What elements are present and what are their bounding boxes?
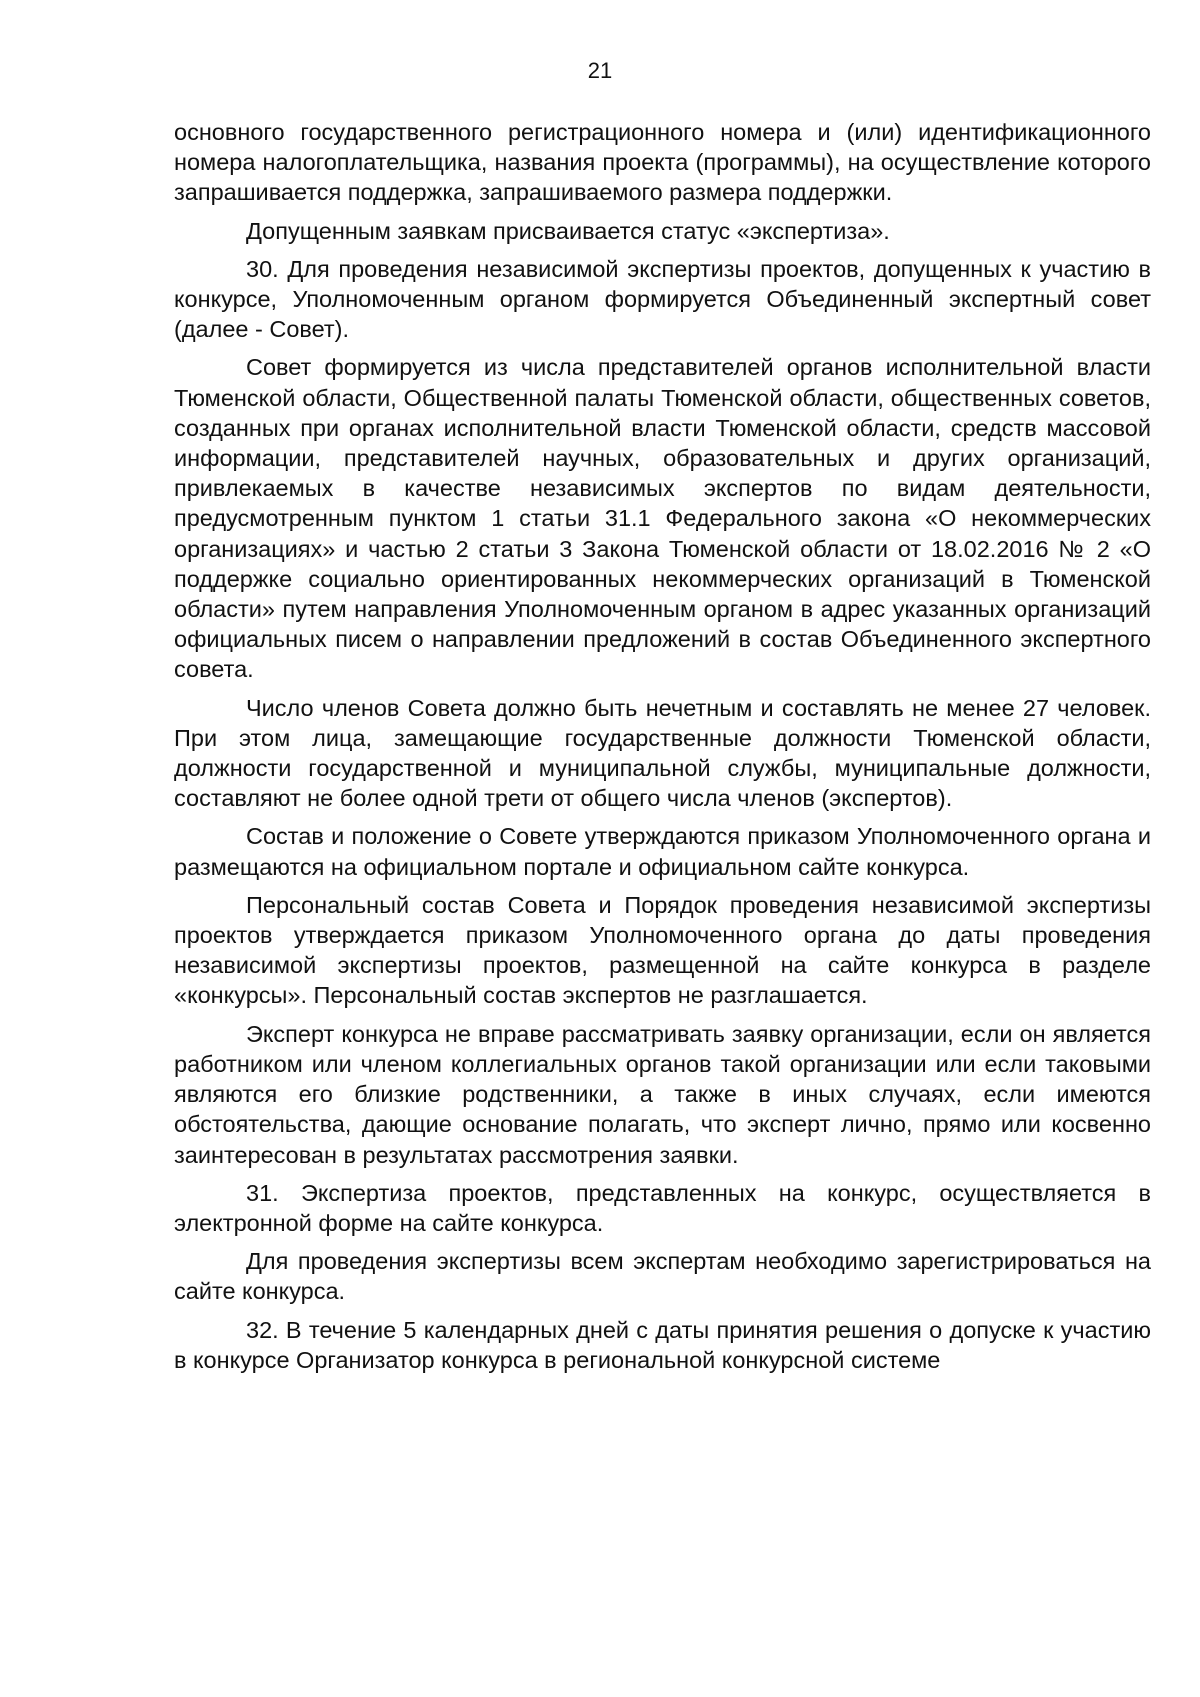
paragraph-status-expertise: Допущенным заявкам присваивается статус «экспертиза». <box>246 217 890 244</box>
paragraph-expert-conflict: Эксперт конкурса не вправе рассматривать заявку организации, если он является работником или членом коллегиальных органов такой организации или если таковыми являются его близкие родственники, а также в иных случаях, если имеются обстоятельства, дающие основание полагать, что эксперт лично, прямо или косвенно заинтересован в результатах рассмотрения заявки. <box>174 1020 1151 1168</box>
page-number: 21 <box>587 58 613 83</box>
paragraph-council-composition: Состав и положение о Совете утверждаются приказом Уполномоченного органа и размещаются на официальном портале и официальном сайте конкурса. <box>174 823 1151 880</box>
paragraph-continuation: основного государственного регистрационного номера и (или) идентификационного номера налогоплательщика, названия проекта (программы), на осуществление которого запрашивается поддержка, запрашиваемого размера поддержки. <box>174 119 1151 206</box>
paragraph-item-31: 31. Экспертиза проектов, представленных на конкурс, осуществляется в электронной форме на сайте конкурса. <box>174 1179 1151 1236</box>
paragraph-council-size: Число членов Совета должно быть нечетным и составлять не менее 27 человек. При этом лица, замещающие государственные должности Тюменской области, должности государственной и муниципальной службы, муниципальные должности, составляют не более одной трети от общего числа членов (экспертов). <box>174 694 1151 812</box>
document-body <box>174 117 1151 1383</box>
paragraph-expert-registration: Для проведения экспертизы всем экспертам необходимо зарегистрироваться на сайте конкурса. <box>174 1248 1151 1305</box>
paragraph-personal-composition: Персональный состав Совета и Порядок проведения независимой экспертизы проектов утверждается приказом Уполномоченного органа до даты проведения независимой экспертизы проектов, размещенной на сайте конкурса в разделе «конкурсы». Персональный состав экспертов не разглашается. <box>174 891 1151 1009</box>
paragraph-item-32: 32. В течение 5 календарных дней с даты принятия решения о допуске к участию в конкурсе Организатор конкурса в региональной конкурсной системе <box>174 1316 1151 1373</box>
paragraph-item-30: 30. Для проведения независимой экспертизы проектов, допущенных к участию в конкурсе, Уполномоченным органом формируется Объединенный экспертный совет (далее - Совет). <box>174 255 1151 343</box>
paragraph-council-formation: Совет формируется из числа представителей органов исполнительной власти Тюменской области, Общественной палаты Тюменской области, общественных советов, созданных при органах исполнительной власти Тюменской области, средств массовой информации, представителей научных, образовательных и других организаций, привлекаемых в качестве независимых экспертов по видам деятельности, предусмотренным пунктом 1 статьи 31.1 Федерального закона «О некоммерческих организациях» и частью 2 статьи 3 Закона Тюменской области от 18.02.2016 № 2 «О поддержке социально ориентированных некоммерческих организаций в Тюменской области» путем направления Уполномоченным органом в адрес указанных организаций официальных писем о направлении предложений в состав Объединенного экспертного совета. <box>174 354 1151 683</box>
